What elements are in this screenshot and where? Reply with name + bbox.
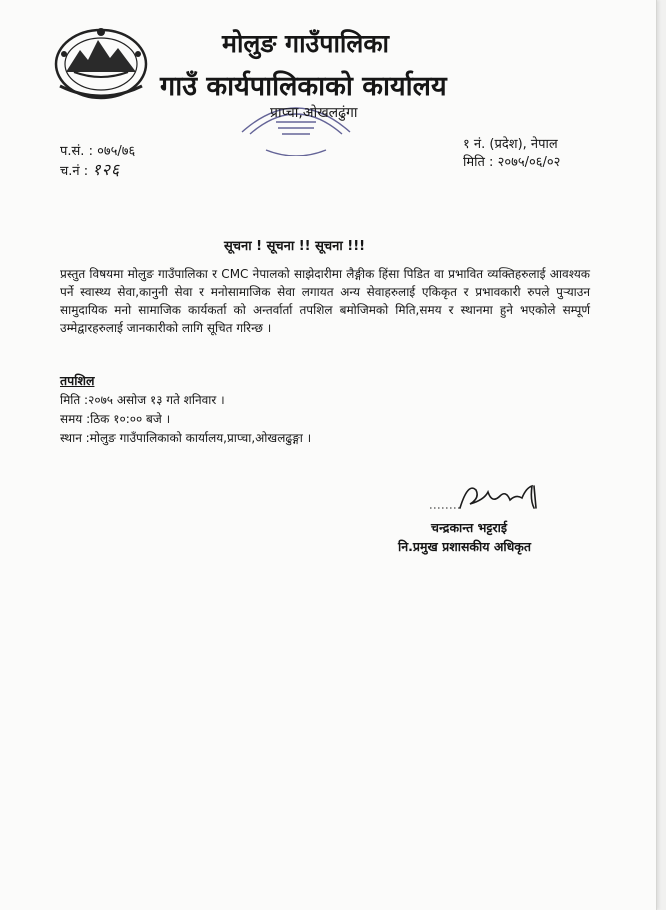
patra-sankhya-label: प.सं. : [60,144,93,159]
patra-sankhya-line [60,143,135,161]
office-name: गाउँ कार्यपालिकाको कार्यालय [160,71,447,102]
date-line [463,154,560,172]
nepal-emblem-icon [52,24,150,104]
office-stamp-icon [236,92,356,156]
chalani-number: १२६ [92,160,121,179]
date-value: २०७५/०६/०२ [497,155,561,170]
right-info-block [463,136,560,172]
chalani-label: च.नं : [60,164,89,179]
date-label: मिति : [463,155,494,170]
signer-title: नि.प्रमुख प्रशासकीय अधिकृत [398,539,532,554]
details-time: समय :ठिक १०:०० बजे । [60,412,171,426]
details-date: मिति :२०७५ असोज १३ गते शनिवार । [60,393,225,407]
signer-name: चन्द्रकान्त भट्टराई [431,520,507,535]
patra-sankhya-value: ०७५/७६ [97,144,136,159]
province-line: १ नं. (प्रदेश), नेपाल [463,137,558,152]
chalani-line [60,161,135,181]
reference-block [60,143,135,181]
municipality-name: मोलुङ गाउँपालिका [222,29,390,58]
details-title: तपशिल [60,373,95,388]
office-location: प्राप्चा,ओखलढुंगा [270,105,358,121]
notice-heading: सूचना ! सूचना !! सूचना !!! [224,239,366,254]
signature-icon [422,478,552,516]
details-place: स्थान :मोलुङ गाउँपालिकाको कार्यालय,प्राप्चा,ओखलढुङ्गा । [60,431,312,445]
details-block [60,391,311,448]
notice-body: प्रस्तुत विषयमा मोलुङ गाउँपालिका र CMC नेपालको साझेदारीमा लैङ्गीक हिंसा पिडित वा प्रभावित व्यक्तिहरुलाई आवश्यक पर्ने स्वास्थ्य सेवा,कानुनी सेवा र मनोसामाजिक सेवा लगायत अन्य सेवाहरुलाई एकिकृत र प्रभावकारी रुपले पुऱ्याउन सामुदायिक मनो सामाजिक कार्यकर्ता को अन्तर्वार्ता तपशिल बमोजिमको मिति,समय र स्थानमा हुने भएकोले सम्पूर्ण उम्मेद्वारहरुलाई जानकारीको लागि सूचित गरिन्छ । [60,267,590,335]
